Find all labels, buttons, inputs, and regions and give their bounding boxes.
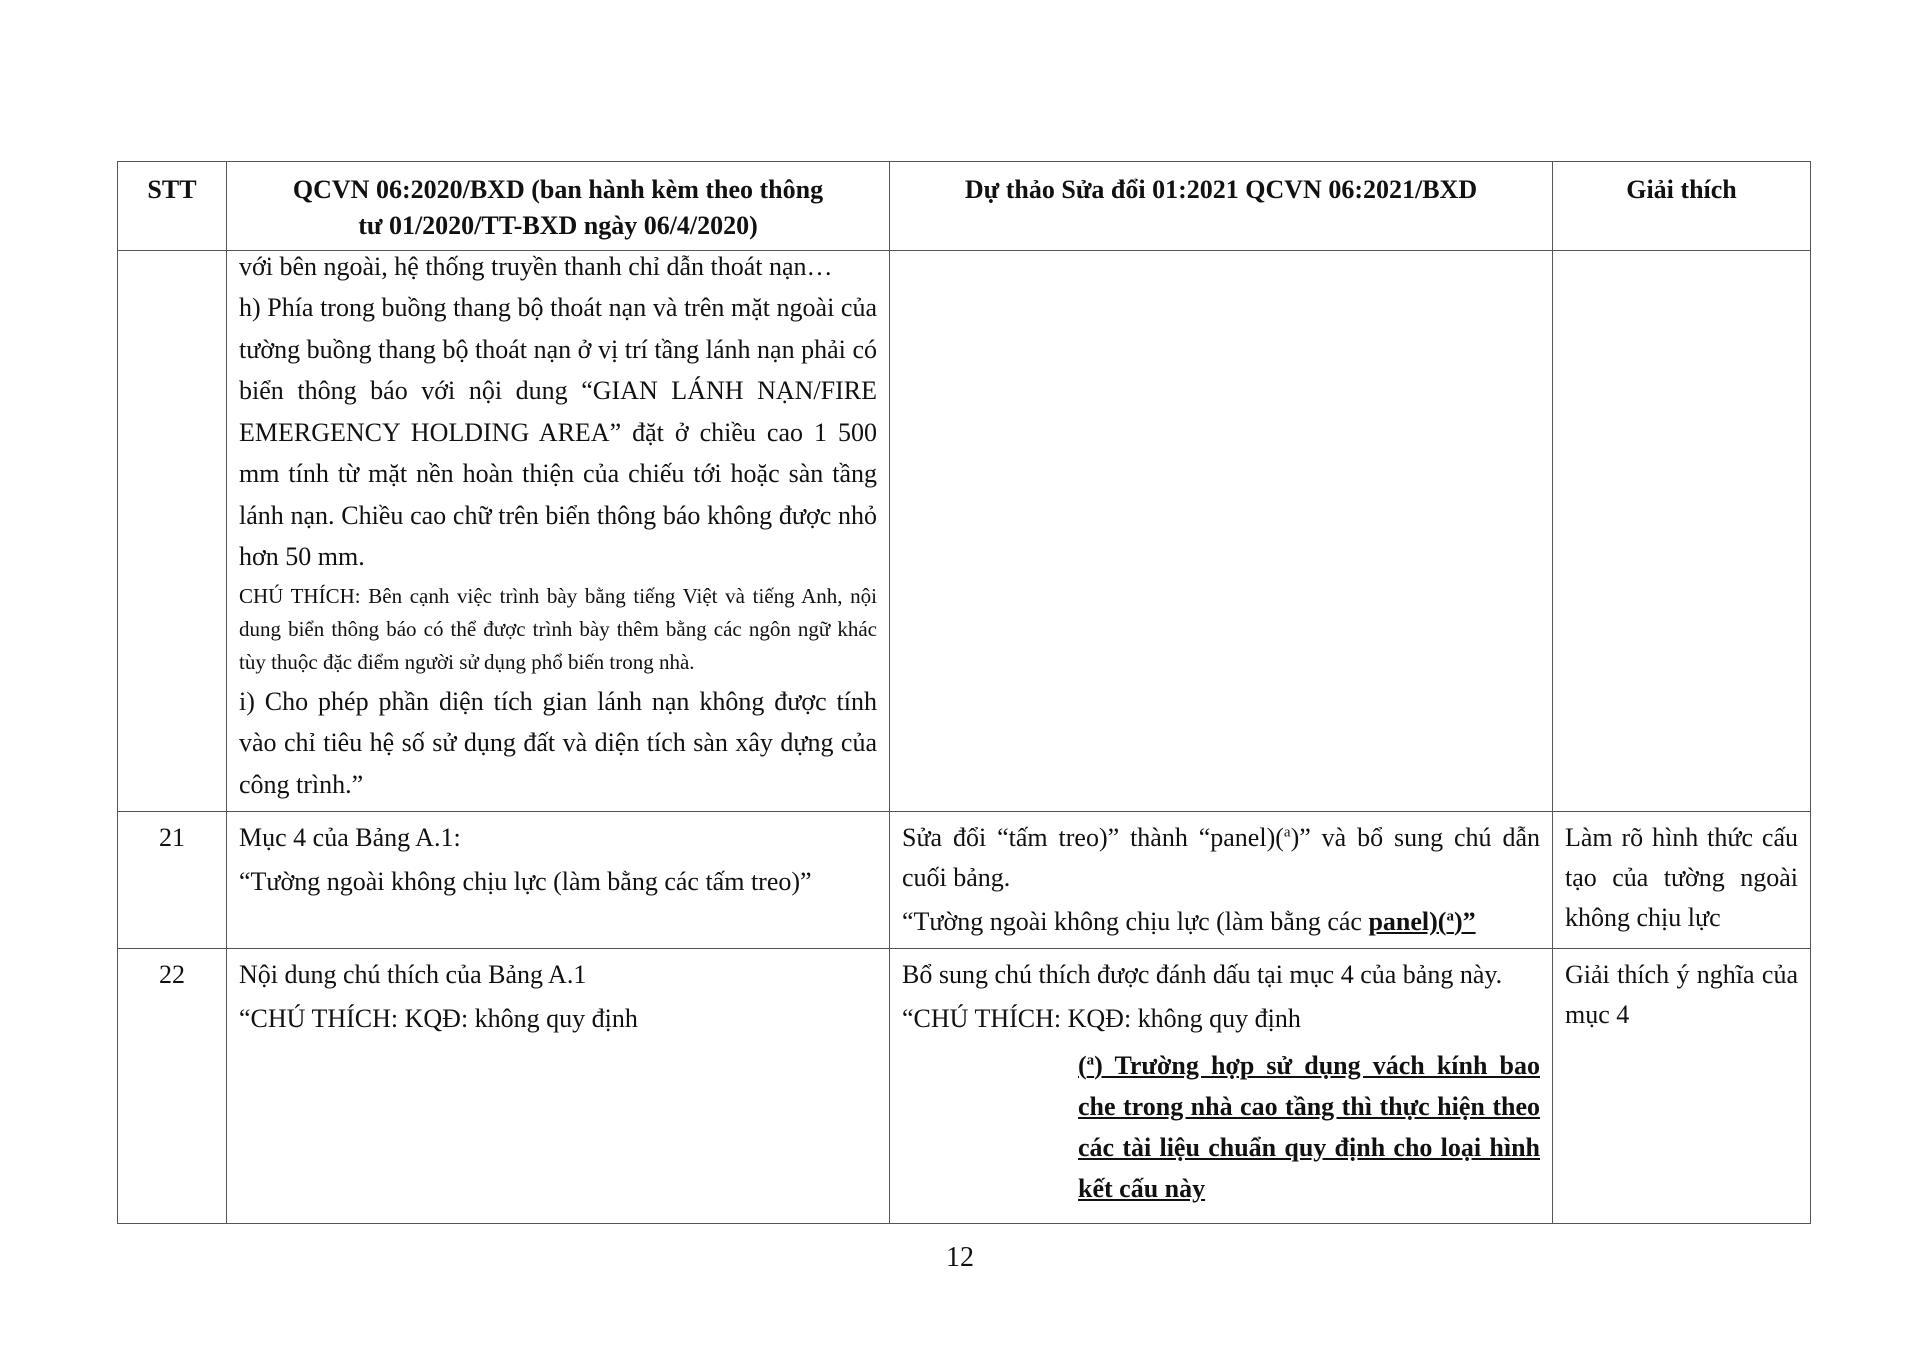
stt-cell-empty bbox=[118, 251, 227, 812]
row22-old-line2: “CHÚ THÍCH: KQĐ: không quy định bbox=[239, 1004, 638, 1033]
row21-new-text-b: )” và bổ sung chú dẫn cuối bảng. bbox=[902, 823, 1540, 892]
explanation-cell: Giải thích ý nghĩa của mục 4 bbox=[1553, 949, 1811, 1224]
footnote-marker: a bbox=[1446, 908, 1454, 925]
row21-old-line2: “Tường ngoài không chịu lực (làm bằng các tấm treo)” bbox=[239, 867, 812, 896]
header-draft-amendment: Dự thảo Sửa đổi 01:2021 QCVN 06:2021/BXD bbox=[890, 162, 1553, 251]
draft-amendment-cell bbox=[890, 949, 1553, 1224]
comparison-table bbox=[117, 161, 1811, 1224]
footnote-marker: a bbox=[1283, 824, 1291, 841]
note-paragraph: CHÚ THÍCH: Bên cạnh việc trình bày bằng tiếng Việt và tiếng Anh, nội dung biển thông báo có thể được trình bày thêm bằng các ngôn ngữ khác tùy thuộc đặc điểm người sử dụng phổ biến trong nhà. bbox=[239, 583, 877, 674]
footnote-open-paren: ( bbox=[1078, 1051, 1087, 1080]
row21-bold-close: )” bbox=[1453, 907, 1476, 936]
paragraph-i: i) Cho phép phần diện tích gian lánh nạn không được tính vào chỉ tiêu hệ số sử dụng đất và diện tích sàn xây dựng của công trình.” bbox=[239, 686, 877, 799]
row21-new-line2 bbox=[902, 902, 1540, 942]
stt-cell: 22 bbox=[118, 949, 227, 1224]
continuation-paragraph-1: với bên ngoài, hệ thống truyền thanh chỉ dẫn thoát nạn… bbox=[239, 252, 833, 281]
draft-amendment-cell bbox=[890, 812, 1553, 949]
header-stt: STT bbox=[118, 162, 227, 251]
footnote-marker: a bbox=[1086, 1052, 1095, 1069]
page-number: 12 bbox=[946, 1242, 974, 1273]
current-standard-cell bbox=[227, 812, 890, 949]
row21-old-line1: Mục 4 của Bảng A.1: bbox=[239, 823, 461, 852]
table-row-22 bbox=[118, 949, 1811, 1224]
table-row-21 bbox=[118, 812, 1811, 949]
header-current-standard bbox=[227, 162, 890, 251]
row21-new-text-c: “Tường ngoài không chịu lực (làm bằng các bbox=[902, 907, 1369, 936]
row21-new-bold-term bbox=[1368, 907, 1475, 936]
table-header-row bbox=[118, 162, 1811, 251]
stt-cell: 21 bbox=[118, 812, 227, 949]
current-standard-cell bbox=[227, 949, 890, 1224]
row21-new-line1 bbox=[902, 818, 1540, 898]
table-footnote-a bbox=[1078, 1045, 1540, 1209]
explanation-cell: Làm rõ hình thức cấu tạo của tường ngoài không chịu lực bbox=[1553, 812, 1811, 949]
draft-amendment-cell-empty bbox=[890, 251, 1553, 812]
header-explanation: Giải thích bbox=[1553, 162, 1811, 251]
footnote-text: ) Trường hợp sử dụng vách kính bao che trong nhà cao tầng thì thực hiện theo các tài liệu chuẩn quy định cho loại hình kết cấu này bbox=[1078, 1051, 1540, 1203]
current-standard-cell bbox=[227, 251, 890, 812]
explanation-cell-empty bbox=[1553, 251, 1811, 812]
row21-new-text-a: Sửa đổi “tấm treo)” thành “panel)( bbox=[902, 823, 1284, 852]
row22-new-line2: “CHÚ THÍCH: KQĐ: không quy định bbox=[902, 1004, 1301, 1033]
header-current-standard-line1: QCVN 06:2020/BXD (ban hành kèm theo thông bbox=[292, 175, 824, 204]
row22-new-line1: Bổ sung chú thích được đánh dấu tại mục 4 của bảng này. bbox=[902, 960, 1503, 989]
row22-old-line1: Nội dung chú thích của Bảng A.1 bbox=[239, 960, 587, 989]
table-row-continuation bbox=[118, 251, 1811, 812]
paragraph-h: h) Phía trong buồng thang bộ thoát nạn và trên mặt ngoài của tường buồng thang bộ thoát nạn ở vị trí tầng lánh nạn phải có biển thông báo với nội dung “GIAN LÁNH NẠN/FIRE EMERGENCY HOLDING AREA” đặt ở chiều cao 1 500 mm tính từ mặt nền hoàn thiện của chiếu tới hoặc sàn tầng lánh nạn. Chiều cao chữ trên biển thông báo không được nhỏ hơn 50 mm. bbox=[239, 293, 877, 571]
header-current-standard-line2: tư 01/2020/TT-BXD ngày 06/4/2020) bbox=[358, 211, 758, 240]
row21-bold-panel: panel)( bbox=[1368, 907, 1447, 936]
